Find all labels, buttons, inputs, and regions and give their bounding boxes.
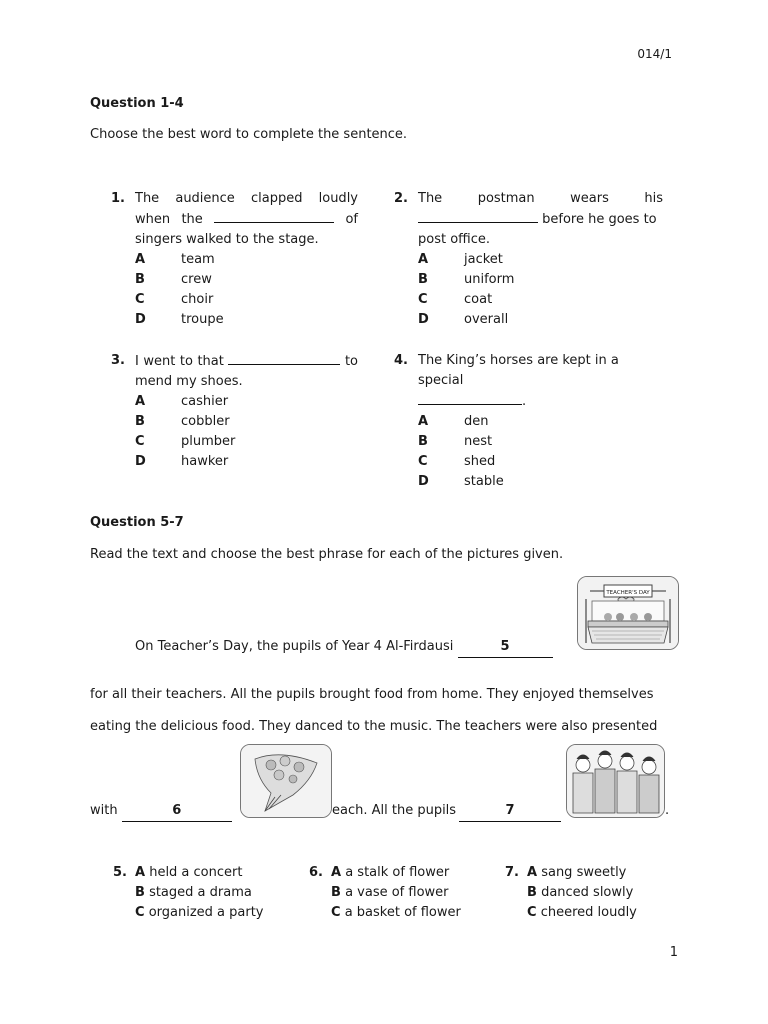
passage-line-3: eating the delicious food. They danced to the music. The teachers were also presented [90, 719, 658, 734]
passage-period: . [665, 803, 670, 818]
answer-option: B staged a drama [135, 885, 252, 900]
option: A cashier [135, 394, 229, 409]
question-stem-cont: . [418, 391, 668, 412]
option: D overall [418, 312, 509, 327]
option: C plumber [135, 434, 236, 449]
option: D troupe [135, 312, 224, 327]
question-3 [111, 351, 359, 472]
answer-option: A sang sweetly [527, 865, 627, 880]
question-number: 2. [394, 191, 408, 206]
question-number: 1. [111, 191, 125, 206]
section-instruction-1: Choose the best word to complete the sentence. [90, 127, 408, 142]
passage-line-2: for all their teachers. All the pupils brought food from home. They enjoyed themselves [90, 687, 654, 702]
answer-blank [214, 209, 334, 223]
answer-blank [228, 351, 340, 365]
blank-7: 7 [459, 801, 561, 822]
section-instruction-2: Read the text and choose the best phrase for each of the pictures given. [90, 547, 564, 562]
passage-line-1: On Teacher’s Day, the pupils of Year 4 Al-Firdausi 5 [135, 637, 553, 658]
passage-each: each. All the pupils [332, 803, 457, 818]
picture-sign-text: TEACHER'S DAY [606, 590, 650, 596]
question-stem: The audience clapped loudly when the of singers walked to the stage. [135, 191, 358, 247]
answer-option: A a stalk of flower [331, 865, 450, 880]
party-picture [577, 576, 679, 650]
option: B nest [418, 434, 493, 449]
page-number: 1 [669, 945, 678, 960]
section-heading-2: Question 5-7 [90, 515, 184, 530]
answer-blank [418, 391, 522, 405]
answer-option: C organized a party [135, 905, 264, 920]
question-2 [394, 189, 663, 330]
option: A jacket [418, 252, 503, 267]
answer-group-7: 7. A sang sweetly B danced slowly C cheered loudly [527, 863, 637, 923]
option: B uniform [418, 272, 515, 287]
question-stem-cont: before he goes to post office. [418, 209, 663, 250]
option: C coat [418, 292, 493, 307]
answer-blank [418, 209, 538, 223]
answer-option: B a vase of flower [331, 885, 449, 900]
page-code: 014/1 [637, 47, 672, 61]
answer-option: B danced slowly [527, 885, 634, 900]
option: B crew [135, 272, 212, 287]
blank-6: 6 [122, 801, 232, 822]
answer-group-6: 6. A a stalk of flower B a vase of flower C a basket of flower [331, 863, 461, 923]
option: A den [418, 414, 489, 429]
question-1 [111, 189, 358, 330]
party-illustration [578, 577, 678, 649]
answer-option: A held a concert [135, 865, 243, 880]
answer-option: C a basket of flower [331, 905, 461, 920]
answer-group-5: 5. A held a concert B staged a drama C organized a party [135, 863, 264, 923]
question-4 [394, 351, 668, 492]
option: C choir [135, 292, 214, 307]
question-stem: I went to that to mend my shoes. [135, 351, 358, 392]
question-stem: The postman wears his [418, 191, 663, 206]
option: C shed [418, 454, 496, 469]
answer-option: C cheered loudly [527, 905, 637, 920]
question-number: 4. [394, 353, 408, 368]
section-heading-1: Question 1-4 [90, 96, 184, 111]
option: D stable [418, 474, 504, 489]
passage-line-4: with 6 each. All the pupils 7 . [90, 801, 680, 822]
option: B cobbler [135, 414, 230, 429]
option: D hawker [135, 454, 229, 469]
option: A team [135, 252, 215, 267]
question-stem: The King’s horses are kept in a special [418, 353, 619, 388]
question-number: 3. [111, 353, 125, 368]
blank-5: 5 [458, 637, 553, 658]
